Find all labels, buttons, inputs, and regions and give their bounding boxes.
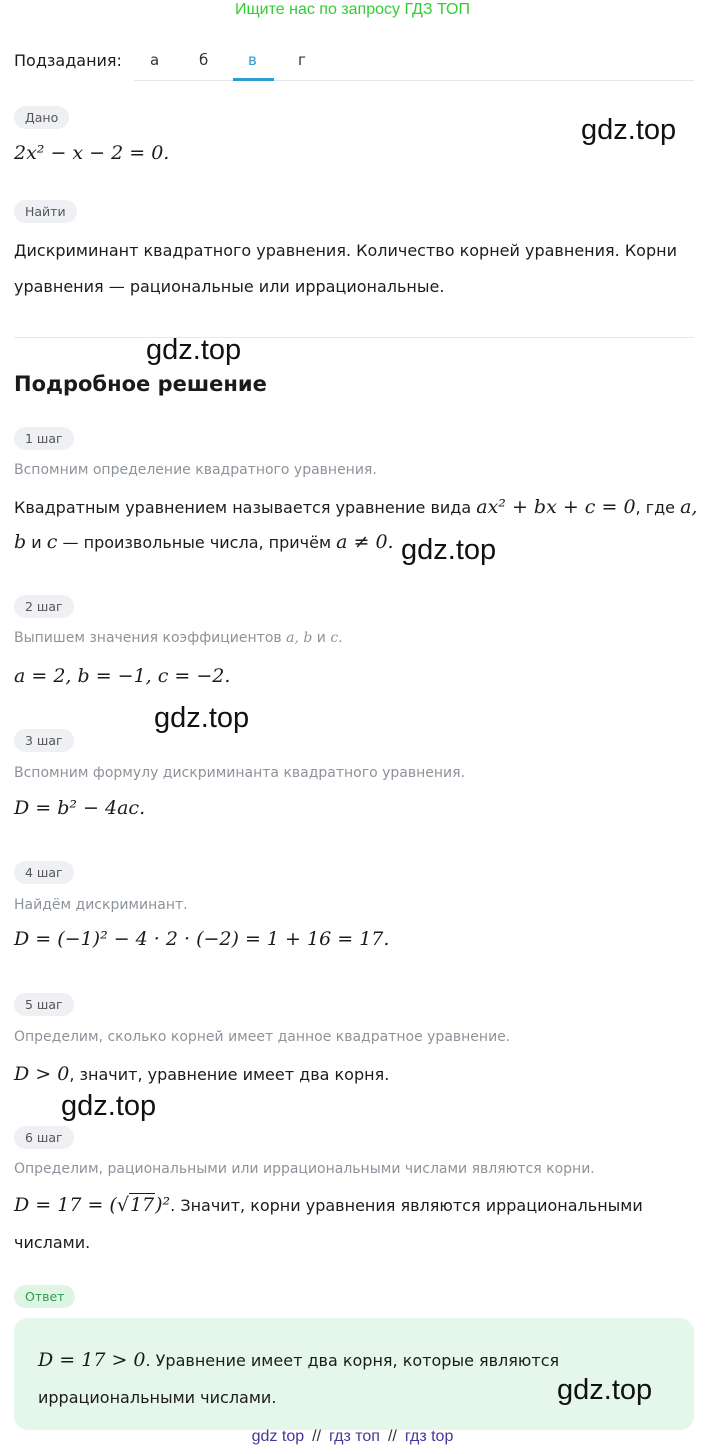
- step-text: — произвольные числа, причём: [62, 533, 332, 552]
- step-hint: Определим, рациональными или иррациональными числами являются корни.: [14, 1161, 595, 1177]
- answer-text: . Уравнение имеет два корня, которые являются: [145, 1351, 560, 1370]
- watermark: gdz.top: [401, 534, 497, 566]
- step-pill: 5 шаг: [14, 993, 74, 1016]
- variable-b: b: [14, 531, 27, 553]
- watermark: gdz.top: [61, 1090, 157, 1122]
- step-4: [14, 861, 74, 884]
- tab-v[interactable]: в: [248, 51, 257, 69]
- coefficients-formula: a = 2, b = −1, c = −2.: [14, 665, 231, 687]
- step-hint: [14, 630, 343, 646]
- hint-formula: c.: [330, 630, 343, 646]
- watermark: gdz.top: [146, 334, 242, 366]
- watermark: gdz.top: [154, 702, 250, 734]
- discriminant-calc: D = (−1)² − 4 · 2 · (−2) = 1 + 16 = 17.: [14, 928, 390, 950]
- footer-separator: //: [312, 1428, 322, 1445]
- step-2: [14, 595, 74, 618]
- radicand: 17: [129, 1194, 155, 1216]
- tab-a[interactable]: а: [150, 51, 160, 69]
- step-text: , где: [635, 498, 676, 517]
- hint-formula: a, b: [286, 630, 313, 646]
- given-section: [14, 106, 69, 129]
- step-1: [14, 427, 74, 450]
- d-positive: D > 0: [14, 1063, 70, 1085]
- step-pill: 2 шаг: [14, 595, 74, 618]
- step-text: Квадратным уравнением называется уравнение вида: [14, 498, 472, 517]
- given-equation: 2x² − x − 2 = 0.: [14, 142, 170, 164]
- step-hint: Вспомним формулу дискриминанта квадратного уравнения.: [14, 765, 466, 781]
- formula-part: D = 17 = (√: [14, 1194, 129, 1216]
- sqrt-formula: [14, 1193, 170, 1216]
- step-text: и: [31, 533, 42, 552]
- tab-b[interactable]: б: [199, 51, 209, 69]
- step-text: . Значит, корни уравнения являются иррациональными: [170, 1196, 643, 1215]
- step-6: [14, 1126, 74, 1149]
- variable-a: a,: [680, 496, 698, 518]
- footer-link-gdz-top[interactable]: gdz top: [251, 1428, 305, 1445]
- answer-pill: Ответ: [14, 1285, 75, 1308]
- footer-separator: //: [387, 1428, 397, 1445]
- section-divider: [14, 337, 694, 338]
- step-3: [14, 729, 74, 752]
- find-text-line2: уравнения — рациональные или иррациональные.: [14, 277, 445, 296]
- footer-links: [0, 1428, 705, 1446]
- step-text-line1: [14, 1057, 389, 1092]
- step-pill: 1 шаг: [14, 427, 74, 450]
- answer-formula: D = 17 > 0: [38, 1349, 146, 1371]
- discriminant-formula: D = b² − 4ac.: [14, 797, 146, 819]
- step-text: , значит, уравнение имеет два корня.: [69, 1065, 390, 1084]
- step-text-line1: [14, 490, 697, 525]
- variable-c: c: [46, 531, 58, 553]
- a-not-zero: a ≠ 0.: [336, 531, 394, 553]
- step-pill: 4 шаг: [14, 861, 74, 884]
- step-5: [14, 993, 74, 1016]
- tabs-divider: [134, 80, 694, 81]
- tab-g[interactable]: г: [298, 51, 306, 69]
- find-pill: Найти: [14, 200, 77, 223]
- step-hint: Найдём дискриминант.: [14, 897, 188, 913]
- step-hint: Определим, сколько корней имеет данное квадратное уравнение.: [14, 1029, 511, 1045]
- given-pill: Дано: [14, 106, 69, 129]
- find-text-line1: Дискриминант квадратного уравнения. Количество корней уравнения. Корни: [14, 241, 677, 260]
- footer-link-gdz-top-mixed[interactable]: гдз top: [404, 1428, 454, 1445]
- watermark: gdz.top: [581, 114, 677, 146]
- step-text-line2: числами.: [14, 1233, 91, 1252]
- search-banner: Ищите нас по запросу ГДЗ ТОП: [235, 1, 470, 18]
- footer-link-gdz-top-ru[interactable]: гдз топ: [329, 1428, 380, 1445]
- step-hint-text: Выпишем значения коэффициентов: [14, 630, 282, 646]
- active-tab-indicator: [233, 78, 274, 81]
- step-pill: 6 шаг: [14, 1126, 74, 1149]
- answer-text-line2: иррациональными числами.: [38, 1388, 277, 1407]
- step-pill: 3 шаг: [14, 729, 74, 752]
- formula-part: )²: [155, 1194, 171, 1216]
- step-hint-text: и: [316, 630, 326, 646]
- find-section: [14, 200, 77, 223]
- answer-label: [14, 1285, 75, 1308]
- step-hint: Вспомним определение квадратного уравнения.: [14, 462, 377, 478]
- watermark: gdz.top: [557, 1374, 653, 1406]
- step-text-line1: [14, 1188, 643, 1223]
- answer-text-line1: [38, 1343, 559, 1378]
- quadratic-formula: ax² + bx + c = 0: [476, 496, 636, 518]
- subtasks-label: Подзадания:: [14, 51, 122, 70]
- step-text-line2: [14, 525, 394, 560]
- solution-title: Подробное решение: [14, 372, 267, 396]
